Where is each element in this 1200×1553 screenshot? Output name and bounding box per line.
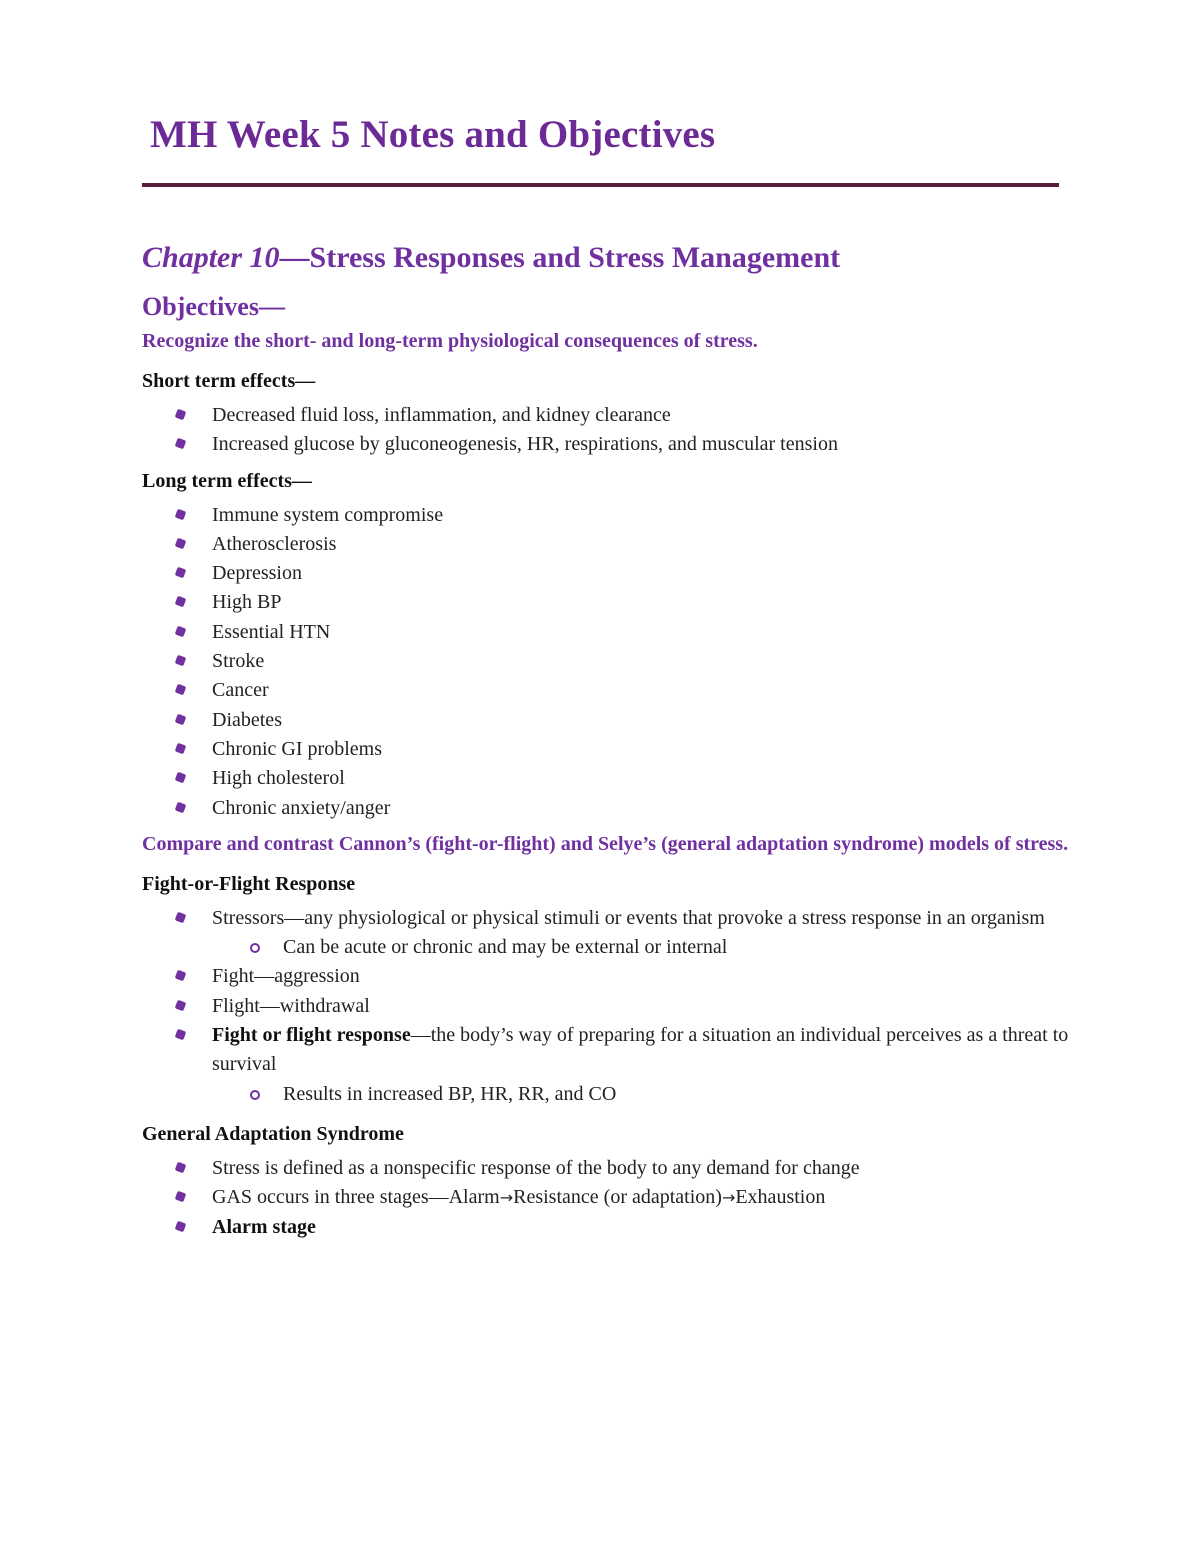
fight-flight-heading: Fight-or-Flight Response <box>142 872 356 895</box>
diamond-bullet-icon <box>175 713 187 725</box>
list-item: Essential HTN <box>142 618 1072 647</box>
arrow-right-icon: → <box>499 1188 514 1208</box>
list-item: Depression <box>142 559 1072 588</box>
diamond-bullet-icon <box>175 801 187 813</box>
circle-bullet-icon <box>250 943 260 953</box>
diamond-bullet-icon <box>175 655 187 667</box>
diamond-bullet-icon <box>175 1220 187 1232</box>
sub-list-item: Can be acute or chronic and may be external or internal <box>142 933 1072 962</box>
short-term-list <box>142 401 1072 460</box>
title-divider <box>142 183 1059 187</box>
arrow-right-icon: → <box>721 1188 736 1208</box>
list-item: Chronic anxiety/anger <box>142 794 1072 823</box>
page-title: MH Week 5 Notes and Objectives <box>150 113 716 156</box>
diamond-bullet-icon <box>175 970 187 982</box>
list-item: High cholesterol <box>142 764 1072 793</box>
diamond-bullet-icon <box>175 772 187 784</box>
nested-list <box>142 1080 1072 1109</box>
fight-flight-list <box>142 904 1072 1109</box>
list-item: Immune system compromise <box>142 501 1072 530</box>
diamond-bullet-icon <box>175 999 187 1011</box>
chapter-heading <box>142 238 1072 280</box>
objective-1: Recognize the short- and long-term physiological consequences of stress. <box>142 330 758 352</box>
diamond-bullet-icon <box>175 743 187 755</box>
gas-list <box>142 1154 1072 1242</box>
list-item: GAS occurs in three stages—Alarm→Resistance (or adaptation)→Exhaustion <box>142 1183 1072 1212</box>
objectives-heading: Objectives— <box>142 292 285 321</box>
list-item: High BP <box>142 588 1072 617</box>
list-item: Chronic GI problems <box>142 735 1072 764</box>
diamond-bullet-icon <box>175 567 187 579</box>
diamond-bullet-icon <box>175 1162 187 1174</box>
list-item: Flight—withdrawal <box>142 992 1072 1021</box>
diamond-bullet-icon <box>175 1029 187 1041</box>
sub-list-item: Results in increased BP, HR, RR, and CO <box>142 1080 1072 1109</box>
list-item: Decreased fluid loss, inflammation, and kidney clearance <box>142 401 1072 430</box>
objective-2: Compare and contrast Cannon’s (fight-or-flight) and Selye’s (general adaptation syndrome) models of stress. <box>142 832 1069 855</box>
diamond-bullet-icon <box>175 626 187 638</box>
list-item: Increased glucose by gluconeogenesis, HR, respirations, and muscular tension <box>142 430 1072 459</box>
diamond-bullet-icon <box>175 409 187 421</box>
diamond-bullet-icon <box>175 912 187 924</box>
chapter-title: —Stress Responses and Stress Management <box>279 241 841 274</box>
list-item: Alarm stage <box>142 1213 1072 1242</box>
list-item: Stressors—any physiological or physical stimuli or events that provoke a stress response in an organism <box>142 904 1072 933</box>
list-item: Diabetes <box>142 706 1072 735</box>
list-item: Stress is defined as a nonspecific response of the body to any demand for change <box>142 1154 1072 1183</box>
diamond-bullet-icon <box>175 508 187 520</box>
long-term-list <box>142 501 1072 823</box>
long-term-heading: Long term effects— <box>142 469 312 492</box>
diamond-bullet-icon <box>175 596 187 608</box>
term-bold: Fight or flight response <box>212 1024 411 1047</box>
diamond-bullet-icon <box>175 438 187 450</box>
nested-list <box>142 933 1072 962</box>
chapter-number: Chapter 10 <box>142 241 280 274</box>
short-term-heading: Short term effects— <box>142 370 316 392</box>
list-item: Fight—aggression <box>142 962 1072 991</box>
document-body <box>142 238 1072 1248</box>
list-item: Atherosclerosis <box>142 530 1072 559</box>
diamond-bullet-icon <box>175 1191 187 1203</box>
circle-bullet-icon <box>250 1090 260 1100</box>
gas-heading: General Adaptation Syndrome <box>142 1122 404 1145</box>
diamond-bullet-icon <box>175 684 187 696</box>
diamond-bullet-icon <box>175 538 187 550</box>
list-item: Cancer <box>142 676 1072 705</box>
list-item: Stroke <box>142 647 1072 676</box>
list-item: Fight or flight response—the body’s way of preparing for a situation an individual perceives as a threat to survival <box>142 1021 1072 1080</box>
